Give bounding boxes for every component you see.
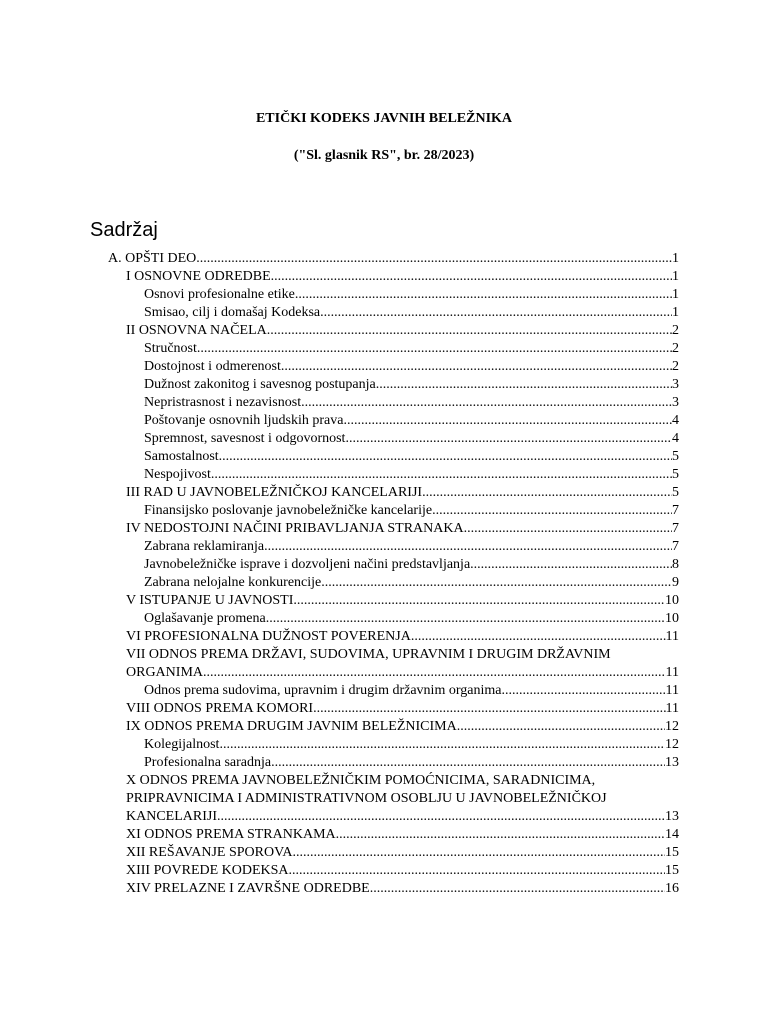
toc-entry-page-number[interactable]: 4 <box>672 413 679 428</box>
toc-entry-label[interactable]: Nespojivost ..... <box>144 466 672 484</box>
toc-entry-page-number[interactable]: 8 <box>672 557 679 572</box>
toc-entry-label-text[interactable]: VII ODNOS PREMA DRŽAVI, SUDOVIMA, UPRAVNIM I DRUGIM DRŽAVNIM <box>126 647 611 662</box>
toc-entry-page-number[interactable]: 2 <box>672 359 679 374</box>
toc-entry-label[interactable]: IX ODNOS PREMA DRUGIM JAVNIM BELEŽNICIMA ..... <box>126 718 665 736</box>
toc-entry-page-number[interactable]: 14 <box>665 827 679 842</box>
toc-entry-label[interactable]: Oglašavanje promena ..... <box>144 610 665 628</box>
toc-entry-page-number[interactable]: 11 <box>665 683 679 698</box>
toc-entry-label[interactable]: I OSNOVNE ODREDBE ..... <box>126 268 672 286</box>
toc-entry[interactable] <box>0 304 768 322</box>
toc-entry-page-number[interactable]: 13 <box>665 809 679 824</box>
toc-entry-label[interactable]: XII REŠAVANJE SPOROVA ..... <box>126 844 665 862</box>
toc-entry[interactable] <box>0 376 768 394</box>
toc-entry-page-number[interactable]: 12 <box>665 737 679 752</box>
toc-entry-page-number[interactable]: 11 <box>665 701 679 716</box>
toc-entry-page-number[interactable]: 10 <box>665 593 679 608</box>
toc-entry-page-number[interactable]: 7 <box>672 539 679 554</box>
toc-entry-label[interactable]: Nepristrasnost i nezavisnost ..... <box>144 394 672 412</box>
toc-entry-label[interactable] <box>126 646 666 682</box>
toc-entry[interactable] <box>0 844 768 862</box>
toc-entry[interactable] <box>0 646 768 682</box>
toc-entry-label[interactable] <box>126 772 665 826</box>
toc-entry-label[interactable]: Samostalnost ..... <box>144 448 672 466</box>
toc-entry-page-number[interactable]: 1 <box>672 287 679 302</box>
toc-entry-label[interactable]: VI PROFESIONALNA DUŽNOST POVERENJA ..... <box>126 628 666 646</box>
toc-entry[interactable] <box>0 394 768 412</box>
toc-entry-page-number[interactable]: 16 <box>665 881 679 896</box>
toc-entry-page-number[interactable]: 11 <box>665 629 679 644</box>
toc-entry-label[interactable]: II OSNOVNA NAČELA ..... <box>126 322 672 340</box>
toc-entry[interactable] <box>0 610 768 628</box>
toc-entry-label[interactable]: Zabrana reklamiranja ..... <box>144 538 672 556</box>
toc-entry-page-number[interactable]: 11 <box>665 665 679 680</box>
toc-entry-page-number[interactable]: 4 <box>672 431 679 446</box>
toc-entry-label[interactable]: Odnos prema sudovima, upravnim i drugim državnim organima ..... <box>144 682 666 700</box>
toc-entry-label[interactable]: Javnobeležničke isprave i dozvoljeni načini predstavljanja ..... <box>144 556 672 574</box>
toc-entry-page-number[interactable]: 10 <box>665 611 679 626</box>
toc-entry[interactable] <box>0 358 768 376</box>
toc-entry-page-number[interactable]: 5 <box>672 485 679 500</box>
toc-entry[interactable] <box>0 412 768 430</box>
toc-entry-page-number[interactable]: 15 <box>665 863 679 878</box>
toc-entry[interactable] <box>0 862 768 880</box>
table-of-contents <box>0 250 768 898</box>
toc-entry-label[interactable]: VIII ODNOS PREMA KOMORI ..... <box>126 700 666 718</box>
toc-heading: Sadržaj <box>90 219 158 241</box>
toc-entry-label[interactable]: Dužnost zakonitog i savesnog postupanja ..... <box>144 376 672 394</box>
toc-entry-page-number[interactable]: 7 <box>672 503 679 518</box>
toc-entry-label[interactable]: Dostojnost i odmerenost ..... <box>144 358 672 376</box>
toc-entry[interactable] <box>0 250 768 268</box>
toc-entry[interactable] <box>0 700 768 718</box>
toc-entry[interactable] <box>0 466 768 484</box>
toc-entry[interactable] <box>0 430 768 448</box>
toc-entry-label[interactable]: XI ODNOS PREMA STRANKAMA ..... <box>126 826 665 844</box>
toc-entry[interactable] <box>0 754 768 772</box>
toc-entry[interactable] <box>0 268 768 286</box>
toc-entry[interactable] <box>0 880 768 898</box>
toc-entry-page-number[interactable]: 9 <box>672 575 679 590</box>
toc-entry-label[interactable]: Spremnost, savesnost i odgovornost ..... <box>144 430 672 448</box>
toc-entry-label[interactable]: XIV PRELAZNE I ZAVRŠNE ODREDBE ..... <box>126 880 665 898</box>
toc-entry-page-number[interactable]: 1 <box>672 251 679 266</box>
toc-entry-label[interactable]: Poštovanje osnovnih ljudskih prava ..... <box>144 412 672 430</box>
toc-entry[interactable] <box>0 628 768 646</box>
toc-entry-label-text[interactable]: X ODNOS PREMA JAVNOBELEŽNIČKIM POMOĆNICIMA, SARADNICIMA, PRIPRAVNICIMA I ADMINISTRATIVNOM OSOBLJU U JAVNOBELEŽNIČKOJ <box>126 773 607 806</box>
toc-entry-label[interactable]: Finansijsko poslovanje javnobeležničke kancelarije ..... <box>144 502 672 520</box>
toc-entry-page-number[interactable]: 2 <box>672 323 679 338</box>
toc-entry-label[interactable]: XIII POVREDE KODEKSA ..... <box>126 862 665 880</box>
toc-entry[interactable] <box>0 520 768 538</box>
toc-entry-page-number[interactable]: 5 <box>672 467 679 482</box>
document-title: ETIČKI KODEKS JAVNIH BELEŽNIKA <box>255 111 513 126</box>
toc-entry-page-number[interactable]: 12 <box>665 719 679 734</box>
toc-entry[interactable] <box>0 502 768 520</box>
toc-entry-label[interactable]: Smisao, cilj i domašaj Kodeksa ..... <box>144 304 672 322</box>
toc-entry-label-continuation[interactable]: KANCELARIJI ..... <box>126 808 665 826</box>
toc-entry[interactable] <box>0 322 768 340</box>
toc-entry[interactable] <box>0 736 768 754</box>
toc-entry[interactable] <box>0 538 768 556</box>
toc-entry-label[interactable]: III RAD U JAVNOBELEŽNIČKOJ KANCELARIJI ..... <box>126 484 672 502</box>
toc-entry-page-number[interactable]: 7 <box>672 521 679 536</box>
toc-entry-label[interactable]: Kolegijalnost ..... <box>144 736 665 754</box>
toc-entry[interactable] <box>0 574 768 592</box>
toc-entry[interactable] <box>0 286 768 304</box>
toc-entry-page-number[interactable]: 1 <box>672 305 679 320</box>
toc-entry-label[interactable]: Stručnost ..... <box>144 340 672 358</box>
toc-entry[interactable] <box>0 484 768 502</box>
toc-entry-page-number[interactable]: 13 <box>665 755 679 770</box>
toc-entry-label[interactable]: IV NEDOSTOJNI NAČINI PRIBAVLJANJA STRANAKA ..... <box>126 520 672 538</box>
toc-entry-page-number[interactable]: 1 <box>672 269 679 284</box>
toc-entry-page-number[interactable]: 5 <box>672 449 679 464</box>
toc-entry-label[interactable]: V ISTUPANJE U JAVNOSTI ..... <box>126 592 665 610</box>
toc-entry[interactable] <box>0 826 768 844</box>
toc-entry[interactable] <box>0 772 768 826</box>
document-subtitle: ("Sl. glasnik RS", br. 28/2023) <box>293 148 475 163</box>
toc-entry[interactable] <box>0 592 768 610</box>
toc-entry[interactable] <box>0 448 768 466</box>
toc-entry[interactable] <box>0 682 768 700</box>
toc-entry[interactable] <box>0 340 768 358</box>
toc-entry-label[interactable]: Zabrana nelojalne konkurencije ..... <box>144 574 672 592</box>
toc-entry-page-number[interactable]: 15 <box>665 845 679 860</box>
toc-entry-label[interactable]: Osnovi profesionalne etike ..... <box>144 286 672 304</box>
toc-entry-page-number[interactable]: 3 <box>672 395 679 410</box>
toc-entry-label[interactable]: A. OPŠTI DEO ..... <box>108 250 672 268</box>
toc-entry[interactable] <box>0 718 768 736</box>
toc-entry-page-number[interactable]: 3 <box>672 377 679 392</box>
toc-entry-label-continuation[interactable]: ORGANIMA ..... <box>126 664 666 682</box>
toc-entry[interactable] <box>0 556 768 574</box>
toc-entry-label[interactable]: Profesionalna saradnja ..... <box>144 754 665 772</box>
toc-entry-page-number[interactable]: 2 <box>672 341 679 356</box>
